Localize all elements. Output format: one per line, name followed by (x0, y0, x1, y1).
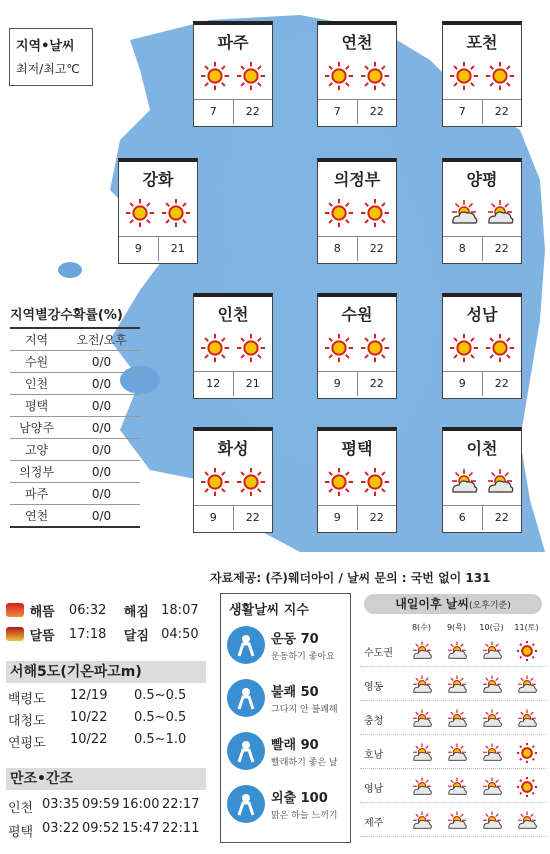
wave-temp: 10/22 (70, 732, 108, 747)
life-index-desc: 그다지 안 불쾌해 (271, 705, 338, 715)
city-weather-icons (194, 333, 272, 365)
forecast-region: 수도권 (364, 647, 393, 659)
city-min-temp: 9 (194, 506, 234, 530)
partly-cloudy-icon (446, 742, 468, 764)
rain-region: 고양 (10, 439, 63, 461)
forecast-region: 영동 (364, 681, 384, 693)
city-card (193, 21, 273, 127)
life-index-item (227, 626, 347, 664)
city-max-temp: 22 (369, 511, 384, 524)
forecast-panel (360, 594, 546, 844)
forecast-region: 호남 (364, 749, 384, 761)
life-index-desc: 빨래하기 좋은 날 (271, 758, 338, 768)
rain-header-region: 지역 (10, 328, 63, 351)
city-name: 화성 (217, 439, 249, 458)
moonrise-icon (6, 627, 24, 641)
city-card (317, 158, 397, 264)
sun-icon (200, 61, 230, 91)
city-name: 의정부 (333, 170, 381, 189)
waves-title: 서해5도(기온파고m) (6, 661, 206, 683)
rain-value: 0/0 (63, 373, 140, 395)
city-temps (119, 236, 197, 261)
city-min-temp: 9 (318, 372, 358, 396)
moonset-label: 달짐 (123, 628, 149, 644)
city-temps (443, 371, 521, 396)
city-temps (443, 236, 521, 261)
partly-cloudy-icon (446, 674, 468, 696)
rain-value: 0/0 (63, 461, 140, 483)
life-index-item (227, 679, 347, 717)
tide-time: 15:47 (122, 821, 160, 836)
city-min-temp: 7 (194, 100, 234, 124)
city-card (442, 158, 522, 264)
city-name: 평택 (341, 439, 373, 458)
sun-icon (516, 776, 538, 798)
sun-icon (324, 61, 354, 91)
sun-moon-times (6, 598, 206, 646)
city-weather-icons (194, 61, 272, 93)
partly-cloudy-icon (481, 640, 503, 662)
forecast-row (360, 738, 546, 769)
sun-icon (324, 467, 354, 497)
city-temps (443, 505, 521, 530)
forecast-row (360, 806, 546, 837)
partly-cloudy-icon (481, 742, 503, 764)
rain-row (10, 373, 140, 395)
rain-value: 0/0 (63, 417, 140, 439)
forecast-day: 10(금) (479, 623, 504, 632)
partly-cloudy-icon (485, 198, 515, 228)
city-card (193, 293, 273, 399)
moonrise-label: 달뜸 (29, 628, 55, 644)
forecast-region: 영남 (364, 783, 384, 795)
sun-icon (324, 198, 354, 228)
tide-time: 03:35 (42, 797, 80, 812)
city-name: 강화 (142, 170, 174, 189)
forecast-row (360, 636, 546, 667)
rain-row (10, 439, 140, 461)
city-temps (318, 236, 396, 261)
forecast-region: 제주 (364, 817, 384, 829)
wave-height: 0.5∼1.0 (134, 732, 187, 747)
partly-cloudy-icon (516, 810, 538, 832)
partly-cloudy-icon (449, 467, 479, 497)
city-min-temp: 8 (443, 237, 483, 261)
wave-island: 백령도 (8, 692, 46, 707)
city-weather-icons (443, 333, 521, 365)
city-temps (194, 371, 272, 396)
partly-cloudy-icon (411, 742, 433, 764)
city-weather-icons (443, 467, 521, 499)
life-index-name: 외출 100 (271, 791, 328, 806)
tide-time: 16:00 (122, 797, 160, 812)
tide-location: 인천 (8, 801, 34, 816)
rain-probability-table (10, 304, 140, 528)
city-weather-icons (318, 61, 396, 93)
city-card (442, 21, 522, 127)
city-name: 포천 (466, 33, 498, 52)
rain-region: 의정부 (10, 461, 63, 483)
sunrise-time: 06:32 (68, 602, 107, 618)
partly-cloudy-icon (481, 776, 503, 798)
discomfort-icon (227, 679, 265, 717)
city-name: 연천 (341, 33, 373, 52)
wave-height: 0.5∼0.5 (134, 688, 187, 703)
city-card (442, 293, 522, 399)
city-max-temp: 22 (369, 105, 384, 118)
city-card (317, 293, 397, 399)
city-max-temp: 22 (245, 511, 260, 524)
rain-header-ampm: 오전/오후 (63, 328, 140, 351)
rain-header-row (10, 328, 140, 351)
wave-temp: 10/22 (70, 710, 108, 725)
city-temps (194, 99, 272, 124)
sun-icon (485, 61, 515, 91)
forecast-day: 9(목) (446, 623, 467, 632)
city-card (442, 427, 522, 533)
wave-height: 0.5∼0.5 (134, 710, 187, 725)
city-card (118, 158, 198, 264)
city-name: 수원 (341, 305, 373, 324)
city-card (317, 21, 397, 127)
city-weather-icons (194, 467, 272, 499)
rain-value: 0/0 (63, 395, 140, 417)
life-index-title: 생활날씨 지수 (229, 603, 309, 618)
partly-cloudy-icon (481, 708, 503, 730)
city-weather-icons (443, 198, 521, 230)
forecast-title-text: 내일이후 날씨 (395, 597, 469, 611)
tide-row (8, 821, 202, 840)
city-max-temp: 22 (494, 377, 509, 390)
partly-cloudy-icon (411, 708, 433, 730)
city-weather-icons (318, 198, 396, 230)
tide-row (8, 797, 202, 816)
rain-row (10, 505, 140, 528)
city-min-temp: 7 (318, 100, 358, 124)
sun-icon (485, 333, 515, 363)
map-legend (9, 28, 93, 86)
rain-row (10, 395, 140, 417)
life-index-desc: 맑은 하늘 느끼기 (271, 811, 338, 821)
wave-row (8, 732, 204, 751)
forecast-day: 8(수) (411, 623, 432, 632)
city-max-temp: 22 (494, 511, 509, 524)
forecast-title (364, 594, 542, 614)
wave-row (8, 710, 204, 729)
partly-cloudy-icon (485, 467, 515, 497)
sun-icon (360, 61, 390, 91)
rain-value: 0/0 (63, 439, 140, 461)
partly-cloudy-icon (481, 810, 503, 832)
rain-value: 0/0 (63, 351, 140, 373)
tide-time: 22:17 (162, 797, 200, 812)
sun-icon (161, 198, 191, 228)
sun-icon (516, 742, 538, 764)
city-max-temp: 22 (369, 242, 384, 255)
sunrise-label: 해뜸 (29, 604, 55, 620)
tide-location: 평택 (8, 825, 34, 840)
life-index-name: 운동 70 (271, 632, 319, 647)
city-card (193, 427, 273, 533)
moonset-time: 04:50 (161, 626, 199, 642)
sunset-label: 해짐 (123, 604, 149, 620)
city-min-temp: 9 (119, 237, 159, 261)
city-weather-icons (443, 61, 521, 93)
city-name: 인천 (217, 305, 249, 324)
city-card (317, 427, 397, 533)
forecast-row (360, 704, 546, 735)
city-temps (318, 99, 396, 124)
tide-time: 09:52 (82, 821, 120, 836)
sun-icon (236, 61, 266, 91)
sun-icon (125, 198, 155, 228)
tide-time: 09:59 (82, 797, 120, 812)
city-max-temp: 22 (369, 377, 384, 390)
sunset-time: 18:07 (161, 602, 199, 618)
city-min-temp: 9 (443, 372, 483, 396)
city-temps (318, 505, 396, 530)
partly-cloudy-icon (446, 776, 468, 798)
sun-icon (200, 467, 230, 497)
city-max-temp: 22 (494, 242, 509, 255)
city-weather-icons (119, 198, 197, 230)
laundry-icon (227, 732, 265, 770)
city-min-temp: 6 (443, 506, 483, 530)
city-min-temp: 7 (443, 100, 483, 124)
sun-icon (516, 640, 538, 662)
city-max-temp: 21 (245, 377, 260, 390)
partly-cloudy-icon (516, 674, 538, 696)
forecast-days (404, 622, 544, 633)
sun-icon (449, 61, 479, 91)
partly-cloudy-icon (446, 640, 468, 662)
city-temps (443, 99, 521, 124)
partly-cloudy-icon (411, 776, 433, 798)
tides-title: 만조•간조 (6, 768, 206, 790)
sun-icon (360, 198, 390, 228)
partly-cloudy-icon (411, 674, 433, 696)
sun-icon (360, 333, 390, 363)
rain-title: 지역별강수확률(%) (10, 308, 123, 323)
life-index-name: 불쾌 50 (271, 685, 319, 700)
forecast-day: 11(토) (514, 623, 539, 632)
rain-region: 평택 (10, 395, 63, 417)
city-name: 파주 (217, 33, 249, 52)
partly-cloudy-icon (411, 810, 433, 832)
life-index-panel (220, 593, 351, 843)
rain-region: 남양주 (10, 417, 63, 439)
sun-icon (236, 467, 266, 497)
wave-island: 연평도 (8, 736, 46, 751)
outing-icon (227, 785, 265, 823)
moonrise-time: 17:18 (68, 626, 107, 642)
partly-cloudy-icon (516, 708, 538, 730)
legend-title: 지역•날씨 (16, 39, 75, 54)
city-name: 성남 (466, 305, 498, 324)
city-name: 이천 (466, 439, 498, 458)
city-min-temp: 9 (318, 506, 358, 530)
city-weather-icons (318, 333, 396, 365)
rain-row (10, 351, 140, 373)
rain-row (10, 461, 140, 483)
city-min-temp: 12 (194, 372, 234, 396)
partly-cloudy-icon (446, 810, 468, 832)
rain-region: 인천 (10, 373, 63, 395)
city-temps (194, 505, 272, 530)
sun-icon (449, 333, 479, 363)
life-index-item (227, 732, 347, 770)
wave-row (8, 688, 204, 707)
sun-icon (324, 333, 354, 363)
life-index-item (227, 785, 347, 823)
sunrise-icon (6, 603, 24, 617)
legend-unit: 최저/최고℃ (16, 62, 80, 76)
partly-cloudy-icon (449, 198, 479, 228)
partly-cloudy-icon (481, 674, 503, 696)
forecast-row (360, 772, 546, 803)
wave-island: 대청도 (8, 714, 46, 729)
sun-icon (360, 467, 390, 497)
city-weather-icons (318, 467, 396, 499)
tide-time: 22:11 (162, 821, 200, 836)
rain-row (10, 483, 140, 505)
life-index-desc: 운동하기 좋아요 (271, 652, 335, 662)
city-max-temp: 21 (170, 242, 185, 255)
city-temps (318, 371, 396, 396)
rain-row (10, 417, 140, 439)
rain-value: 0/0 (63, 483, 140, 505)
wave-temp: 12/19 (70, 688, 108, 703)
moon-row (6, 622, 206, 646)
rain-region: 연천 (10, 505, 63, 528)
city-max-temp: 22 (494, 105, 509, 118)
life-index-name: 빨래 90 (271, 738, 319, 753)
forecast-row (360, 670, 546, 701)
sun-icon (236, 333, 266, 363)
forecast-subtitle: (오후기준) (468, 601, 511, 611)
rain-region: 수원 (10, 351, 63, 373)
partly-cloudy-icon (446, 708, 468, 730)
city-max-temp: 22 (245, 105, 260, 118)
tide-time: 03:22 (42, 821, 80, 836)
rain-value: 0/0 (63, 505, 140, 528)
city-name: 양평 (466, 170, 498, 189)
sun-icon (200, 333, 230, 363)
forecast-region: 충청 (364, 715, 384, 727)
exercise-icon (227, 626, 265, 664)
rain-region: 파주 (10, 483, 63, 505)
city-min-temp: 8 (318, 237, 358, 261)
partly-cloudy-icon (411, 640, 433, 662)
sun-row (6, 598, 206, 622)
data-source: 자료제공: (주)웨더아이 / 날씨 문의 : 국번 없이 131 (210, 571, 491, 585)
